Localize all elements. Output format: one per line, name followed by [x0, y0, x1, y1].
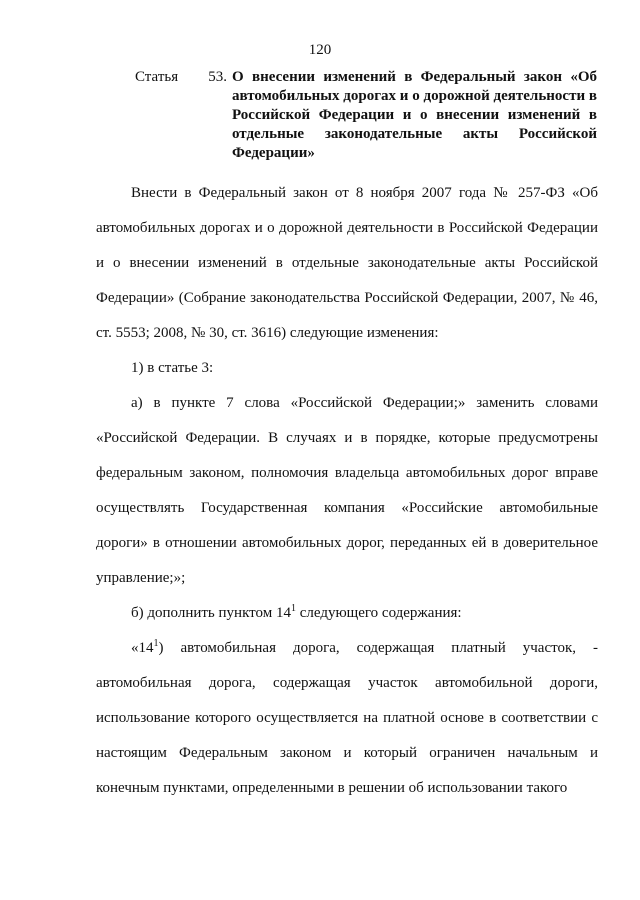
- item-b-paragraph: [96, 596, 598, 631]
- page-number: 120: [308, 42, 332, 58]
- item-1-paragraph: 1) в статье 3:: [131, 360, 214, 376]
- quote-prefix: «14: [131, 640, 154, 656]
- item-b-suffix: следующего содержания:: [295, 605, 462, 621]
- article-label: Статья 53.: [135, 69, 227, 85]
- item-a-paragraph: а) в пункте 7 слова «Российской Федерации;» заменить словами «Российской Федерации. В случаях и в порядке, которые предусмотрены федеральным законом, полномочия владельца автомобильных дорог вправе осуществлять Государственная компания «Российские автомобильные дороги» в отношении автомобильных дорог, переданных ей в доверительное управление;»;: [96, 395, 598, 586]
- item-b-superscript: 1: [290, 603, 296, 614]
- document-body: [96, 176, 598, 806]
- intro-paragraph: Внести в Федеральный закон от 8 ноября 2007 года № 257-ФЗ «Об автомобильных дорогах и о дорожной деятельности в Российской Федерации и о внесении изменений в отдельные законодательные акты Российской Федерации» (Собрание законодательства Российской Федерации, 2007, № 46, ст. 5553; 2008, № 30, ст. 3616) следующие изменения:: [96, 185, 598, 341]
- item-b-prefix: б) дополнить пунктом 14: [131, 605, 291, 621]
- quote-suffix: ) автомобильная дорога, содержащая платный участок, - автомобильная дорога, содержащая участок автомобильной дороги, использование которого осуществляется на платной основе в соответствии с настоящим Федеральным законом и который ограничен начальным и конечным пунктами, определенными в решении об использовании такого: [96, 640, 598, 796]
- article-title: О внесении изменений в Федеральный закон «Об автомобильных дорогах и о дорожной деятельности в Российской Федерации и о внесении изменений в отдельные законодательные акты Российской Федерации»: [232, 69, 597, 161]
- quote-superscript: 1: [153, 638, 159, 649]
- quoted-definition-paragraph: [96, 631, 598, 806]
